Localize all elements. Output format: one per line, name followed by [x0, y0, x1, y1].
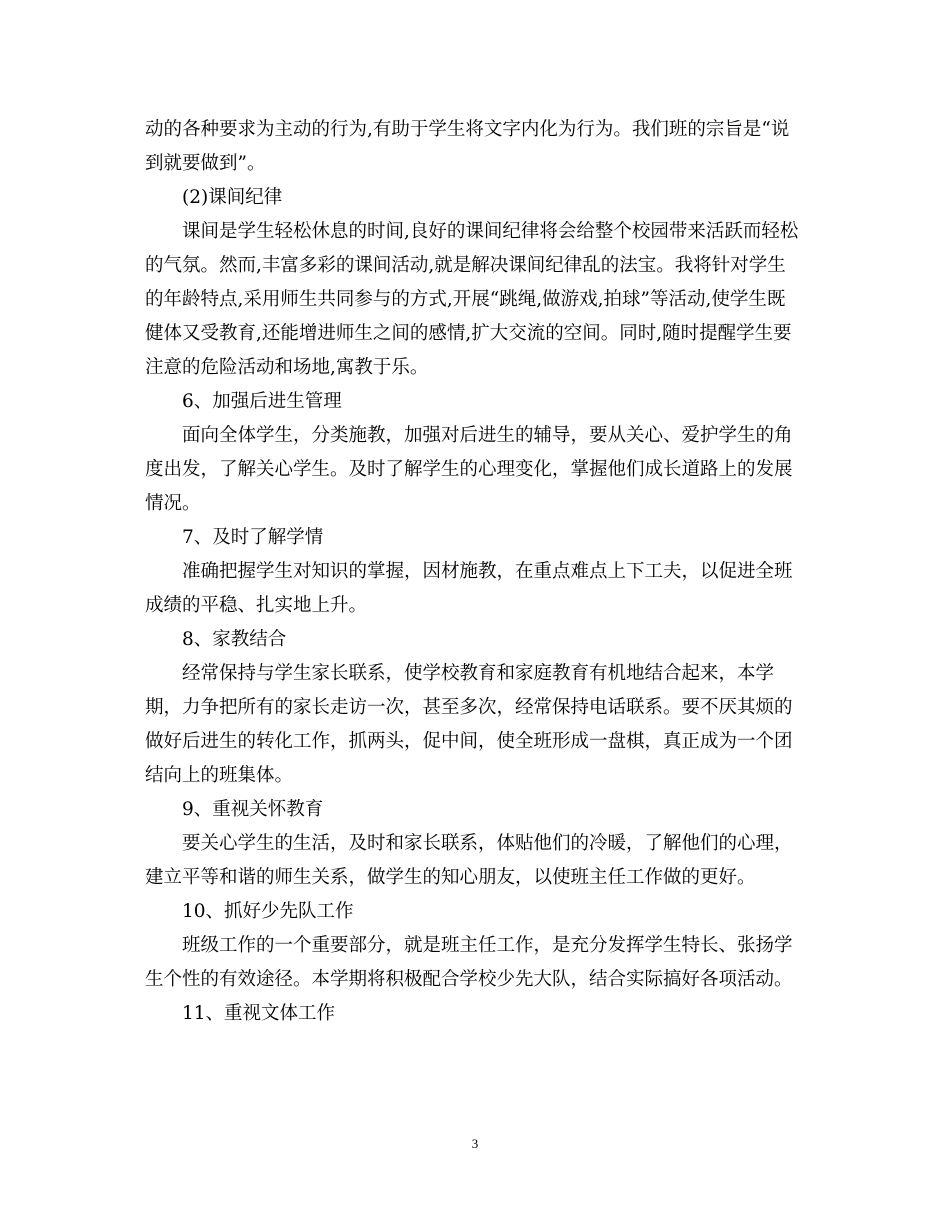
text-line: 到就要做到”。	[145, 153, 266, 174]
text-line: 做好后进生的转化工作，抓两头，促中间，使全班形成一盘棋，真正成为一个团	[145, 731, 793, 752]
section-heading: 6、加强后进生管理	[182, 391, 342, 412]
text-line: 的气氛。然而,丰富多彩的课间活动,就是解决课间纪律乱的法宝。我将针对学生	[145, 255, 786, 276]
text-line: 课间是学生轻松休息的时间,良好的课间纪律将会给整个校园带来活跃而轻松	[182, 221, 799, 242]
text-line: 面向全体学生，分类施教，加强对后进生的辅导，要从关心、爱护学生的角	[182, 425, 793, 446]
text-line: 动的各种要求为主动的行为,有助于学生将文字内化为行为。我们班的宗旨是“说	[145, 119, 790, 140]
text-line: 生个性的有效途径。本学期将积极配合学校少先大队，结合实际搞好各项活动。	[145, 969, 793, 990]
text-line: 班级工作的一个重要部分，就是班主任工作，是充分发挥学生特长、张扬学	[182, 935, 793, 956]
section-heading: 11、重视文体工作	[182, 1003, 336, 1024]
text-line: 的年龄特点,采用师生共同参与的方式,开展“跳绳,做游戏,拍球”等活动,使学生既	[145, 289, 786, 310]
text-line: 要关心学生的生活，及时和家长联系，体贴他们的冷暖，了解他们的心理，	[182, 833, 793, 854]
text-line: 注意的危险活动和场地,寓教于乐。	[145, 357, 429, 378]
text-line: 结向上的班集体。	[145, 765, 294, 786]
text-line: 经常保持与学生家长联系，使学校教育和家庭教育有机地结合起来，本学	[182, 663, 775, 684]
section-heading: 9、重视关怀教育	[182, 799, 324, 820]
text-line: 期，力争把所有的家长走访一次，甚至多次，经常保持电话联系。要不厌其烦的	[145, 697, 793, 718]
text-line: 情况。	[145, 493, 201, 514]
document-body	[145, 113, 805, 1031]
text-line: 准确把握学生对知识的掌握，因材施教，在重点难点上下工夫，以促进全班	[182, 561, 793, 582]
section-heading: (2)课间纪律	[182, 187, 283, 208]
section-heading: 8、家教结合	[182, 629, 287, 650]
text-line: 建立平等和谐的师生关系，做学生的知心朋友，以使班主任工作做的更好。	[145, 867, 756, 888]
section-heading: 10、抓好少先队工作	[182, 901, 354, 922]
text-line: 度出发，了解关心学生。及时了解学生的心理变化，掌握他们成长道路上的发展	[145, 459, 793, 480]
text-line: 成绩的平稳、扎实地上升。	[145, 595, 368, 616]
section-heading: 7、及时了解学情	[182, 527, 324, 548]
page-number: 3	[471, 1136, 479, 1151]
text-line: 健体又受教育,还能增进师生之间的感情,扩大交流的空间。同时,随时提醒学生要	[145, 323, 792, 344]
